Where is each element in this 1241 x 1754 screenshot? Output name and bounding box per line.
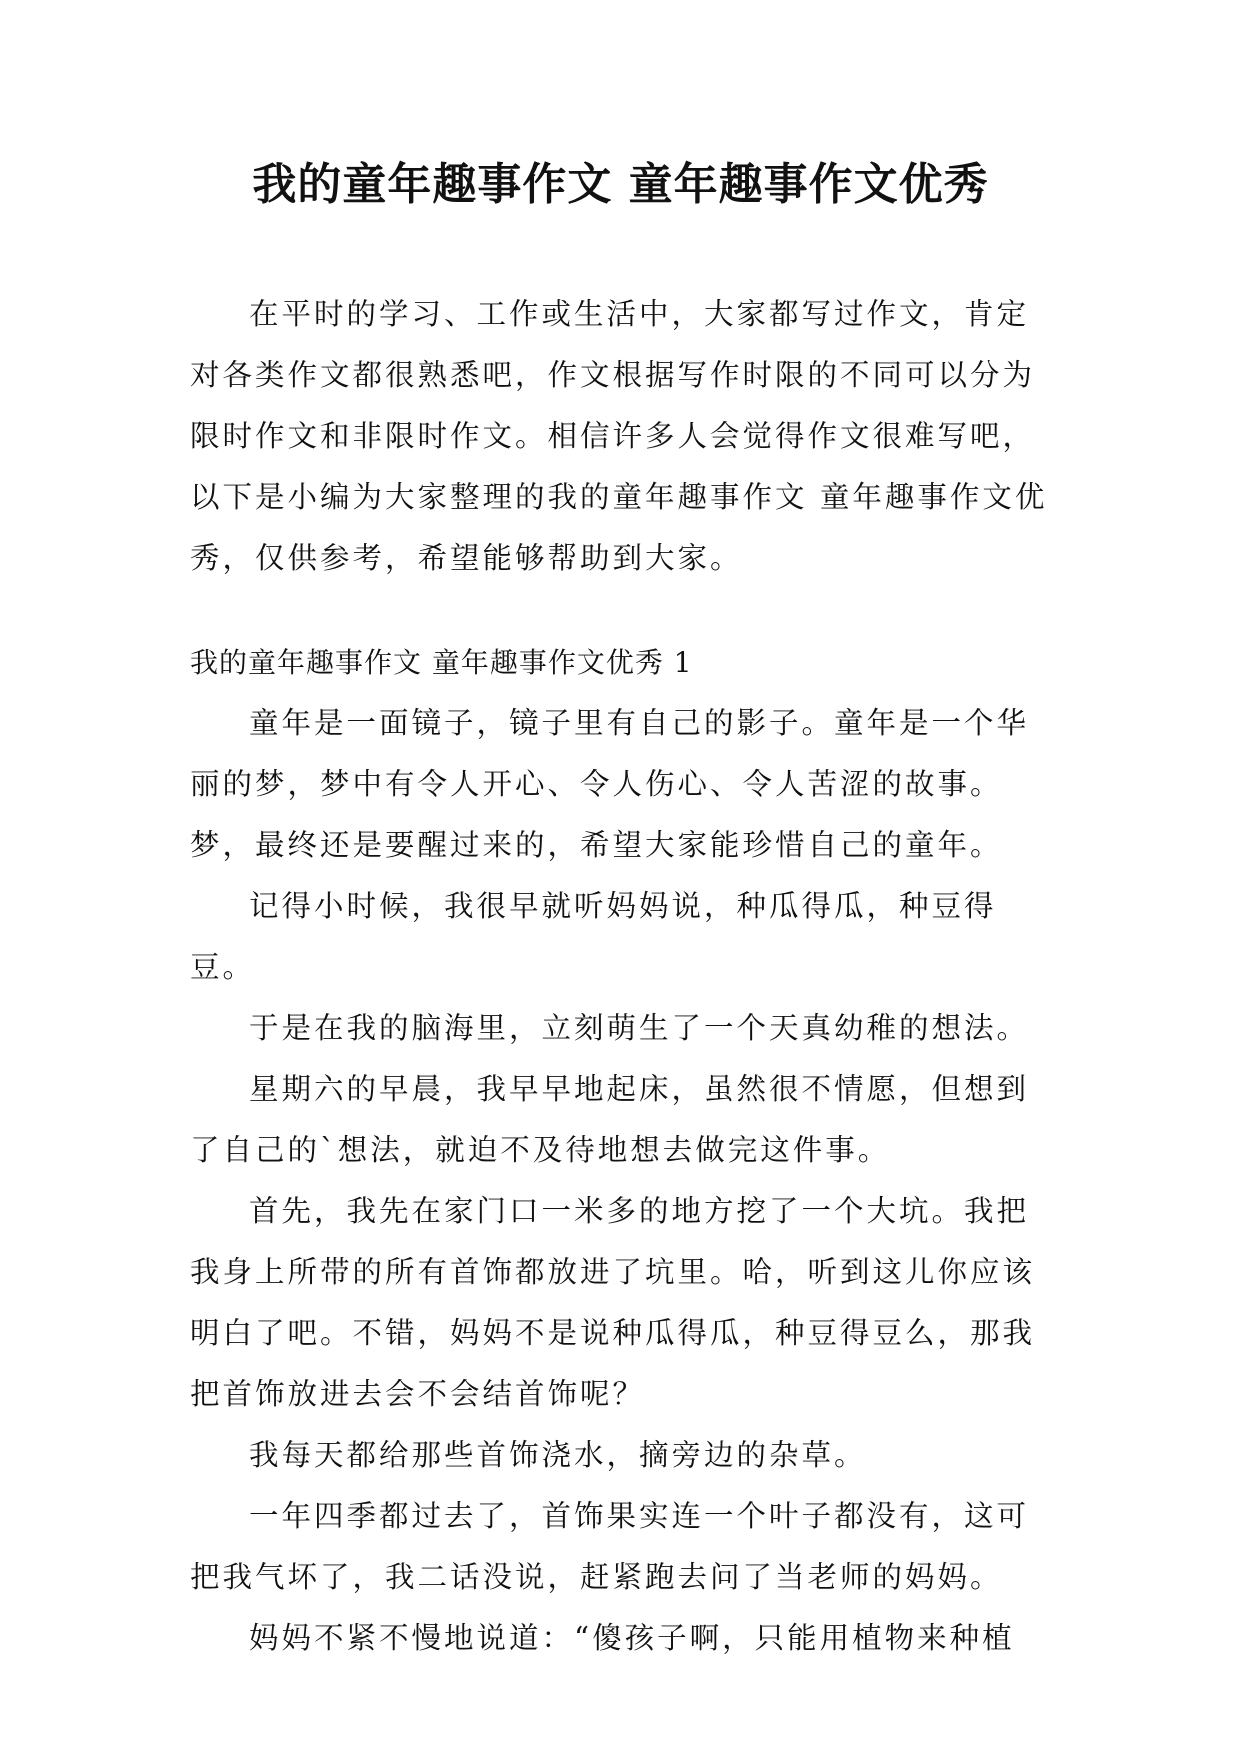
essay-paragraph: 于是在我的脑海里，立刻萌生了一个天真幼稚的想法。 bbox=[249, 1011, 1030, 1045]
intro-paragraph: 在平时的学习、工作或生活中，大家都写过作文，肯定对各类作文都很熟悉吧，作文根据写作时限的不同可以分为限时作文和非限时作文。相信许多人会觉得作文很难写吧，以下是小编为大家整理的我的童年趣事作文 童年趣事作文优秀，仅供参考，希望能够帮助到大家。 bbox=[190, 297, 1048, 575]
intro-section bbox=[190, 284, 1050, 589]
essay-paragraph: 一年四季都过去了，首饰果实连一个叶子都没有，这可把我气坏了，我二话没说，赶紧跑去问了当老师的妈妈。 bbox=[190, 1499, 1030, 1594]
document-title: 我的童年趣事作文 童年趣事作文优秀 bbox=[252, 159, 989, 210]
essay-paragraph: 星期六的早晨，我早早地起床，虽然很不情愿，但想到了自己的`想法，就迫不及待地想去做完这件事。 bbox=[190, 1072, 1030, 1167]
essay-paragraph: 首先，我先在家门口一米多的地方挖了一个大坑。我把我身上所带的所有首饰都放进了坑里。哈，听到这儿你应该明白了吧。不错，妈妈不是说种瓜得瓜，种豆得豆么，那我把首饰放进去会不会结首饰呢？ bbox=[190, 1194, 1036, 1411]
essay-paragraph: 我每天都给那些首饰浇水，摘旁边的杂草。 bbox=[249, 1438, 867, 1472]
essay-paragraph: 童年是一面镜子，镜子里有自己的影子。童年是一个华丽的梦，梦中有令人开心、令人伤心、令人苦涩的故事。梦，最终还是要醒过来的，希望大家能珍惜自己的童年。 bbox=[190, 706, 1030, 862]
essay-paragraph: 妈妈不紧不慢地说道：“傻孩子啊，只能用植物来种植 bbox=[249, 1621, 1015, 1655]
section-heading: 我的童年趣事作文 童年趣事作文优秀 1 bbox=[190, 646, 693, 679]
essay-paragraph: 记得小时候，我很早就听妈妈说，种瓜得瓜，种豆得豆。 bbox=[190, 889, 997, 984]
essay-body bbox=[190, 693, 1050, 1669]
